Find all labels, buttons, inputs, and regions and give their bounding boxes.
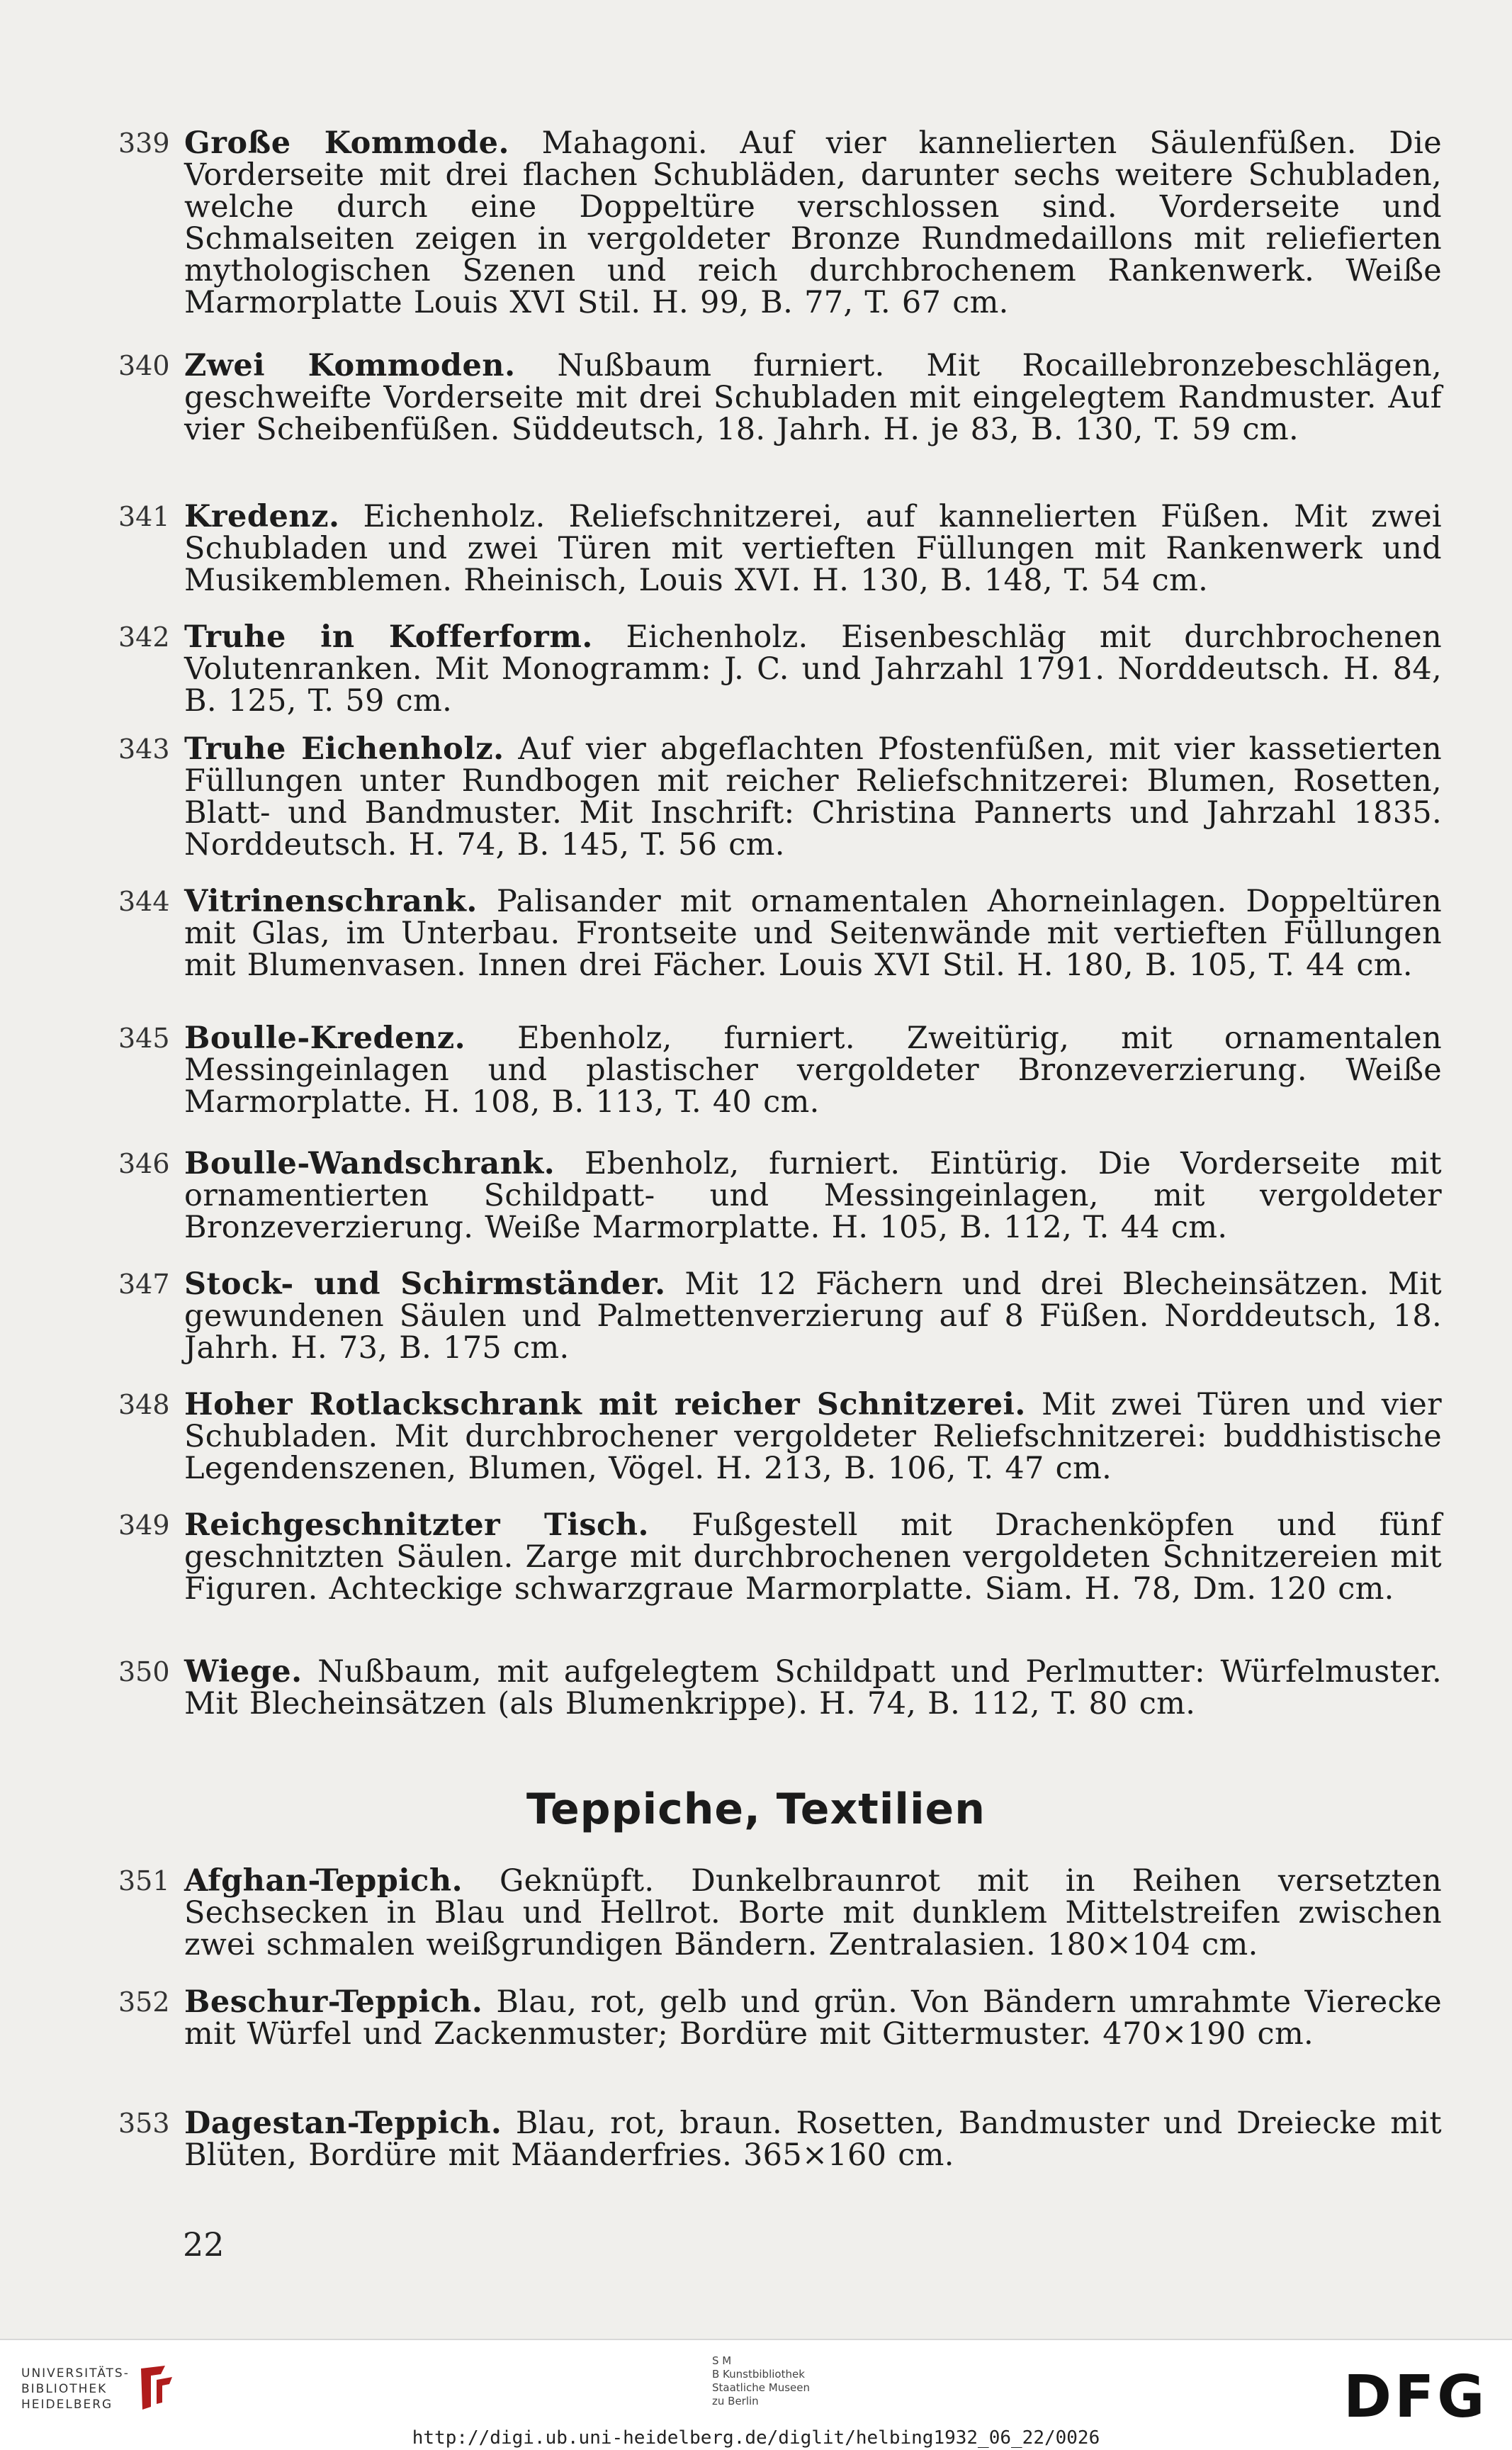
catalog-entry-353: [118, 2106, 1442, 2173]
entry-body: Ebenholz, furniert. Zweitürig, mit ornamentalen Messingeinlagen und plastischer vergoldeter Bronzeverzierung. Weiße Marmorplatte. H. 108, B. 113, T. 40 cm.: [184, 1021, 1442, 1120]
logo-line: HEIDELBERG: [21, 2398, 113, 2412]
lot-number: 339: [118, 128, 170, 159]
catalog-entry-351: [118, 1863, 1442, 1962]
catalog-entry-347: [118, 1266, 1443, 1366]
catalog-entry-341: [118, 499, 1442, 598]
entry-title: Hoher Rotlackschrank mit reicher Schnitzerei.: [184, 1387, 1026, 1422]
entry-body: Blau, rot, gelb und grün. Von Bändern umrahmte Vierecke mit Würfel und Zackenmuster; Bordüre mit Gittermuster. 470×190 cm.: [184, 1984, 1442, 2052]
smb-kunstbibliothek-logo[interactable]: [712, 2354, 810, 2408]
lot-number: 347: [118, 1269, 170, 1300]
logo-line: S M: [712, 2354, 732, 2367]
lot-number: 353: [118, 2108, 170, 2139]
entry-body: Nußbaum furniert. Mit Rocaillebronzebeschlägen, geschweifte Vorderseite mit drei Schubladen mit eingelegtem Randmuster. Auf vier Scheibenfüßen. Süddeutsch, 18. Jahrh. H. je 83, B. 130, T. 59 cm.: [184, 348, 1442, 447]
entry-text: [184, 619, 1442, 719]
catalog-entry-346: [118, 1146, 1442, 1245]
catalog-entry-348: [118, 1387, 1443, 1486]
entry-title: Reichgeschnitzter Tisch.: [184, 1507, 649, 1543]
entry-body: Geknüpft. Dunkelbraunrot mit in Reihen versetzten Sechsecken in Blau und Hellrot. Borte mit dunklem Mittelstreifen zwischen zwei schmalen weißgrundigen Bändern. Zentralasien. 180×104 cm.: [184, 1863, 1442, 1962]
lot-number: 352: [118, 1987, 170, 2018]
lot-number: 343: [118, 734, 170, 765]
logo-line: UNIVERSITÄTS-: [21, 2366, 130, 2381]
entry-title: Zwei Kommoden.: [184, 348, 516, 383]
entry-text: [184, 125, 1442, 320]
lot-number: 348: [118, 1389, 170, 1420]
entry-title: Kredenz.: [184, 499, 340, 534]
entry-text: [184, 501, 1442, 597]
catalog-entry-352: [118, 1984, 1442, 2052]
entry-body: Mit 12 Fächern und drei Blecheinsätzen. Mit gewundenen Säulen und Palmettenverzierung auf 8 Füßen. Norddeutsch, 18. Jahrh. H. 73, B. 175 cm.: [184, 1266, 1443, 1366]
lot-number: 340: [118, 350, 170, 381]
entry-text: [184, 1865, 1442, 1961]
logo-line: Staatliche Museen: [712, 2381, 810, 2394]
page-number: 22: [183, 2225, 225, 2264]
entry-text: [184, 350, 1442, 446]
entry-body: Eichenholz. Reliefschnitzerei, auf kannelierten Füßen. Mit zwei Schubladen und zwei Türen mit vertieften Füllungen mit Rankenwerk und Musikemblemen. Rheinisch, Louis XVI. H. 130, B. 148, T. 54 cm.: [184, 499, 1442, 598]
entry-title: Stock- und Schirmständer.: [184, 1266, 666, 1302]
catalog-entry-344: [118, 884, 1442, 983]
entry-body: Mahagoni. Auf vier kannelierten Säulenfüßen. Die Vorderseite mit drei flachen Schubläden, darunter sechs weitere Schubladen, welche durch eine Doppeltüre verschlossen sind. Vorderseite und Schmalseiten zeigen in vergoldeter Bronze Rundmedaillons mit reliefierten mythologischen Szenen und reich durchbrochenem Rankenwerk. Weiße Marmorplatte Louis XVI Stil. H. 99, B. 77, T. 67 cm.: [184, 125, 1442, 320]
catalog-entry-343: [118, 731, 1442, 862]
entry-text: [184, 886, 1442, 982]
digitization-footer: [0, 2339, 1512, 2450]
logo-line: BIBLIOTHEK: [21, 2382, 108, 2396]
heidelberg-mark-icon: [137, 2363, 181, 2412]
catalog-entry-342: [118, 619, 1442, 719]
lot-number: 350: [118, 1656, 170, 1687]
entry-body: Ebenholz, furniert. Eintürig. Die Vorderseite mit ornamentierten Schildpatt- und Messingeinlagen, mit vergoldeter Bronzeverzierung. Weiße Marmorplatte. H. 105, B. 112, T. 44 cm.: [184, 1146, 1442, 1245]
source-url-link[interactable]: http://digi.ub.uni-heidelberg.de/diglit/helbing1932_06_22/0026: [412, 2427, 1100, 2449]
entry-title: Boulle-Kredenz.: [184, 1021, 466, 1056]
entry-text: [184, 1023, 1442, 1118]
entry-body: Palisander mit ornamentalen Ahorneinlagen. Doppeltüren mit Glas, im Unterbau. Frontseite und Seitenwände mit vertieften Füllungen mit Blumenvasen. Innen drei Fächer. Louis XVI Stil. H. 180, B. 105, T. 44 cm.: [184, 884, 1442, 983]
lot-number: 346: [118, 1148, 170, 1179]
entry-title: Afghan-Teppich.: [184, 1863, 463, 1899]
entry-text: [184, 1507, 1442, 1607]
footer-divider: [0, 2339, 1512, 2340]
logo-line: B Kunstbibliothek: [712, 2368, 805, 2381]
heidelberg-library-logo[interactable]: [21, 2366, 130, 2412]
entry-body: Eichenholz. Eisenbeschläg mit durchbrochenen Volutenranken. Mit Monogramm: J. C. und Jahrzahl 1791. Norddeutsch. H. 84, B. 125, T. 59 cm.: [184, 619, 1442, 719]
entry-body: Fußgestell mit Drachenköpfen und fünf geschnitzten Säulen. Zarge mit durchbrochenen vergoldeten Schnitzereien mit Figuren. Achteckige schwarzgraue Marmorplatte. Siam. H. 78, Dm. 120 cm.: [184, 1507, 1442, 1607]
catalog-entry-339: [118, 125, 1442, 320]
entry-title: Vitrinenschrank.: [184, 884, 478, 919]
entry-text: [184, 1148, 1442, 1244]
catalog-entry-345: [118, 1021, 1442, 1120]
entry-text: [184, 1984, 1442, 2052]
lot-number: 341: [118, 501, 170, 532]
entry-text: [184, 2108, 1442, 2171]
entry-body: Blau, rot, braun. Rosetten, Bandmuster und Dreiecke mit Blüten, Bordüre mit Mäanderfries. 365×160 cm.: [184, 2106, 1442, 2173]
entry-title: Boulle-Wandschrank.: [184, 1146, 555, 1181]
catalog-entry-350: [118, 1654, 1442, 1721]
entry-body: Nußbaum, mit aufgelegtem Schildpatt und Perlmutter: Würfelmuster. Mit Blecheinsätzen (als Blumenkrippe). H. 74, B. 112, T. 80 cm.: [184, 1654, 1442, 1721]
lot-number: 349: [118, 1510, 170, 1541]
lot-number: 345: [118, 1023, 170, 1054]
entry-title: Wiege.: [184, 1654, 303, 1690]
entry-title: Truhe Eichenholz.: [184, 731, 504, 767]
logo-line: zu Berlin: [712, 2395, 759, 2407]
lot-number: 351: [118, 1865, 170, 1896]
entry-title: Dagestan-Teppich.: [184, 2106, 502, 2141]
entry-text: [184, 1656, 1442, 1720]
catalog-entry-349: [118, 1507, 1442, 1607]
entry-body: Mit zwei Türen und vier Schubladen. Mit durchbrochener vergoldeter Reliefschnitzerei: buddhistische Legendenszenen, Blumen, Vögel. H. 213, B. 106, T. 47 cm.: [184, 1387, 1443, 1486]
entry-text: [184, 1266, 1443, 1366]
entry-title: Truhe in Kofferform.: [184, 619, 593, 655]
entry-title: Große Kommode.: [184, 125, 509, 161]
entry-title: Beschur-Teppich.: [184, 1984, 483, 2020]
lot-number: 344: [118, 886, 170, 917]
lot-number: 342: [118, 622, 170, 653]
catalog-entry-340: [118, 348, 1442, 447]
entry-body: Auf vier abgeflachten Pfostenfüßen, mit vier kassetierten Füllungen unter Rundbogen mit reicher Reliefschnitzerei: Blumen, Rosetten, Blatt- und Bandmuster. Mit Inschrift: Christina Pannerts und Jahrzahl 1835. Norddeutsch. H. 74, B. 145, T. 56 cm.: [184, 731, 1442, 862]
dfg-logo[interactable]: DFG: [1343, 2364, 1488, 2431]
entry-text: [184, 1389, 1442, 1485]
entry-text: [184, 731, 1442, 862]
section-heading: Teppiche, Textilien: [526, 1785, 986, 1834]
